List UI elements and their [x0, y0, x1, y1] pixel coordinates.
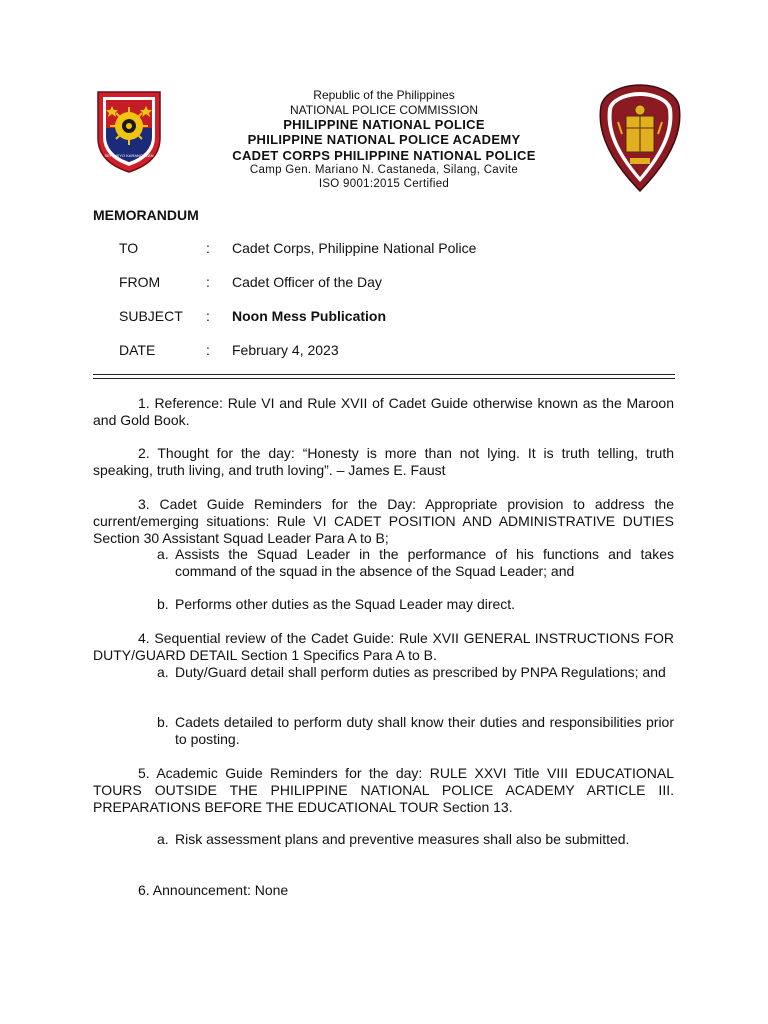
letterhead-line-address: Camp Gen. Mariano N. Castaneda, Silang, Cavite	[249, 163, 519, 176]
memo-row-key: SUBJECT	[119, 308, 183, 324]
svg-text:SERBISYO KARANGALAN: SERBISYO KARANGALAN	[104, 153, 154, 158]
paragraph-reference	[93, 395, 674, 429]
list-letter: a.	[157, 831, 169, 847]
list-item-3b	[157, 596, 674, 613]
memo-row-value: Noon Mess Publication	[232, 308, 387, 324]
list-letter: b.	[157, 596, 169, 612]
list-text: Cadets detailed to perform duty shall know their duties and responsibilities prior to posting.	[175, 714, 674, 747]
memo-row-value: Cadet Corps, Philippine National Police	[232, 240, 477, 256]
list-text: Duty/Guard detail shall perform duties as prescribed by PNPA Regulations; and	[175, 664, 666, 680]
paragraph-text: 6. Announcement: None	[138, 882, 289, 898]
memo-row-colon: :	[206, 240, 210, 256]
divider-line	[93, 378, 675, 379]
paragraph-announcement	[93, 882, 674, 899]
list-text: Performs other duties as the Squad Leader may direct.	[175, 596, 516, 612]
letterhead-line-napolcom: NATIONAL POLICE COMMISSION	[289, 102, 479, 117]
memo-row-colon: :	[206, 274, 210, 290]
memo-row-colon: :	[206, 308, 210, 324]
paragraph-text: 1. Reference: Rule VI and Rule XVII of Cadet Guide otherwise known as the Maroon and Gold Book.	[93, 395, 674, 428]
pnpa-seal-logo	[598, 82, 682, 194]
list-letter: a.	[157, 664, 169, 680]
letterhead-line-republic: Republic of the Philippines	[313, 88, 455, 102]
memorandum-title: MEMORANDUM	[93, 207, 199, 223]
paragraph-thought	[93, 445, 674, 479]
letterhead-line-pnp: PHILIPPINE NATIONAL POLICE	[283, 117, 485, 133]
memo-row-key: TO	[119, 240, 139, 256]
list-item-4a	[157, 664, 674, 681]
memo-row-key: FROM	[119, 274, 161, 290]
pnp-seal-logo	[92, 86, 166, 174]
memo-row-value: Cadet Officer of the Day	[232, 274, 382, 290]
paragraph-text: 5. Academic Guide Reminders for the day: RULE XXVI Title VIII EDUCATIONAL TOURS OUTSIDE THE PHILIPPINE NATIONAL POLICE ACADEMY ARTICLE III. PREPARATIONS BEFORE THE EDUCATIONAL TOUR Section 13.	[93, 765, 674, 815]
memo-row-colon: :	[206, 342, 210, 358]
letterhead-line-cadet-corps: CADET CORPS PHILIPPINE NATIONAL POLICE	[232, 147, 536, 163]
memo-row-key: DATE	[119, 342, 156, 358]
paragraph-academic-guide	[93, 765, 674, 815]
letterhead-line-pnpa: PHILIPPINE NATIONAL POLICE ACADEMY	[247, 132, 521, 148]
list-item-3a	[157, 546, 674, 580]
list-text: Risk assessment plans and preventive measures shall also be submitted.	[175, 831, 630, 847]
paragraph-text: 4. Sequential review of the Cadet Guide: Rule XVII GENERAL INSTRUCTIONS FOR DUTY/GUARD DETAIL Section 1 Specifics Para A to B.	[93, 630, 674, 663]
list-item-5a	[157, 831, 674, 848]
letterhead	[200, 88, 568, 192]
list-text: Assists the Squad Leader in the performance of his functions and takes command of the squad in the absence of the Squad Leader; and	[175, 546, 674, 579]
letterhead-line-iso: ISO 9001:2015 Certified	[318, 178, 450, 191]
list-letter: a.	[157, 546, 169, 562]
paragraph-text: 2. Thought for the day: “Honesty is more than not lying. It is truth telling, truth speaking, truth living, and truth loving”. – James E. Faust	[93, 445, 674, 478]
list-item-4b	[157, 714, 674, 748]
memo-row-value: February 4, 2023	[232, 342, 339, 358]
paragraph-sequential-review	[93, 630, 674, 664]
divider-line	[93, 374, 675, 375]
paragraph-cadet-guide-reminders	[93, 496, 674, 546]
paragraph-text: 3. Cadet Guide Reminders for the Day: Appropriate provision to address the current/emerging situations: Rule VI CADET POSITION AND ADMINISTRATIVE DUTIES Section 30 Assistant Squad Leader Para A to B;	[93, 496, 674, 546]
list-letter: b.	[157, 714, 169, 730]
